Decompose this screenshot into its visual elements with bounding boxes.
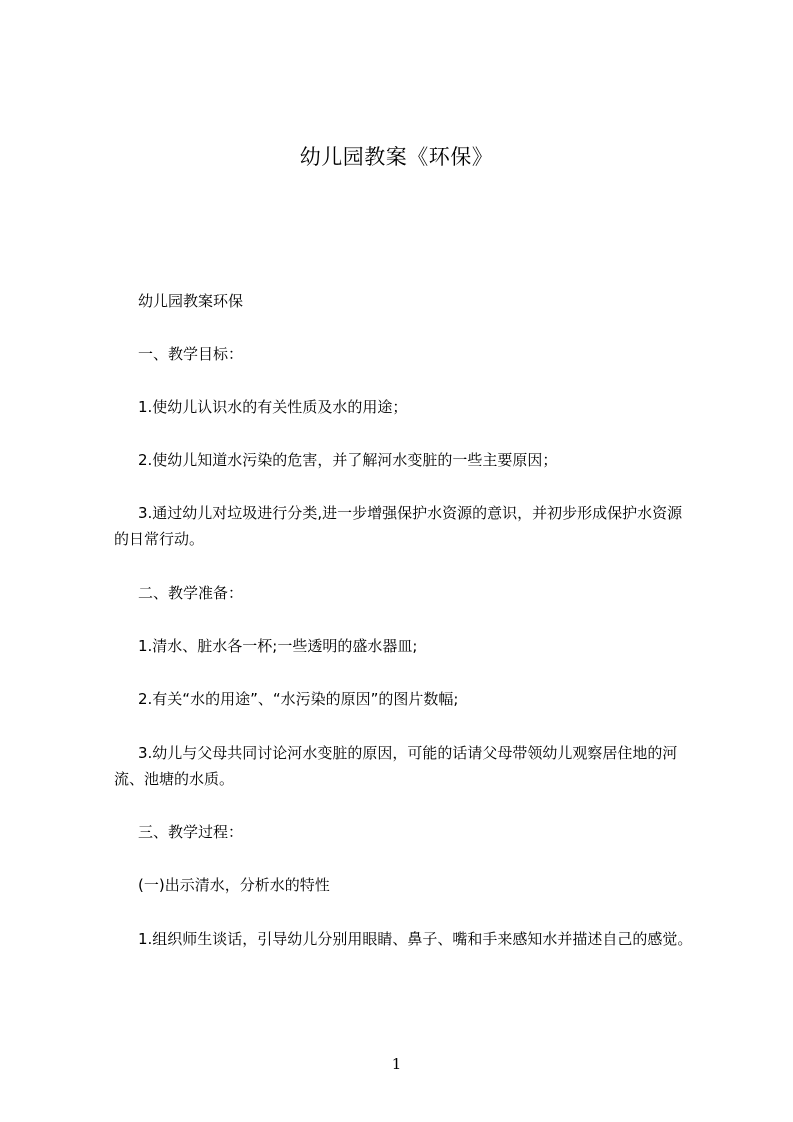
section-heading-preparation: 二、教学准备： <box>138 584 244 602</box>
paragraph-process-step-heading: (一)出示清水，分析水的特性 <box>138 876 330 894</box>
section-heading-goals: 一、教学目标： <box>138 345 244 363</box>
paragraph-subtitle: 幼儿园教案环保 <box>138 292 244 310</box>
paragraph-preparation-1: 1.清水、脏水各一杯;一些透明的盛水器皿; <box>138 637 418 655</box>
document-title: 幼儿园教案《环保》 <box>299 145 494 169</box>
paragraph-goal-1: 1.使幼儿认识水的有关性质及水的用途； <box>138 398 408 416</box>
page-number: 1 <box>391 1055 402 1073</box>
paragraph-preparation-3: 3.幼儿与父母共同讨论河水变脏的原因，可能的话请父母带领幼儿观察居住地的河流、池塘的水质。 <box>114 744 678 788</box>
section-heading-process: 三、教学过程： <box>138 823 244 841</box>
paragraph-goal-3: 3.通过幼儿对垃圾进行分类,进一步增强保护水资源的意识，并初步形成保护水资源的日常行动。 <box>114 504 683 548</box>
paragraph-preparation-2: 2.有关“水的用途”、“水污染的原因”的图片数幅; <box>138 690 459 708</box>
paragraph-goal-2: 2.使幼儿知道水污染的危害，并了解河水变脏的一些主要原因； <box>138 451 558 469</box>
paragraph-process-1: 1.组织师生谈话，引导幼儿分别用眼睛、鼻子、嘴和手来感知水并描述自己的感觉。 <box>138 930 693 948</box>
